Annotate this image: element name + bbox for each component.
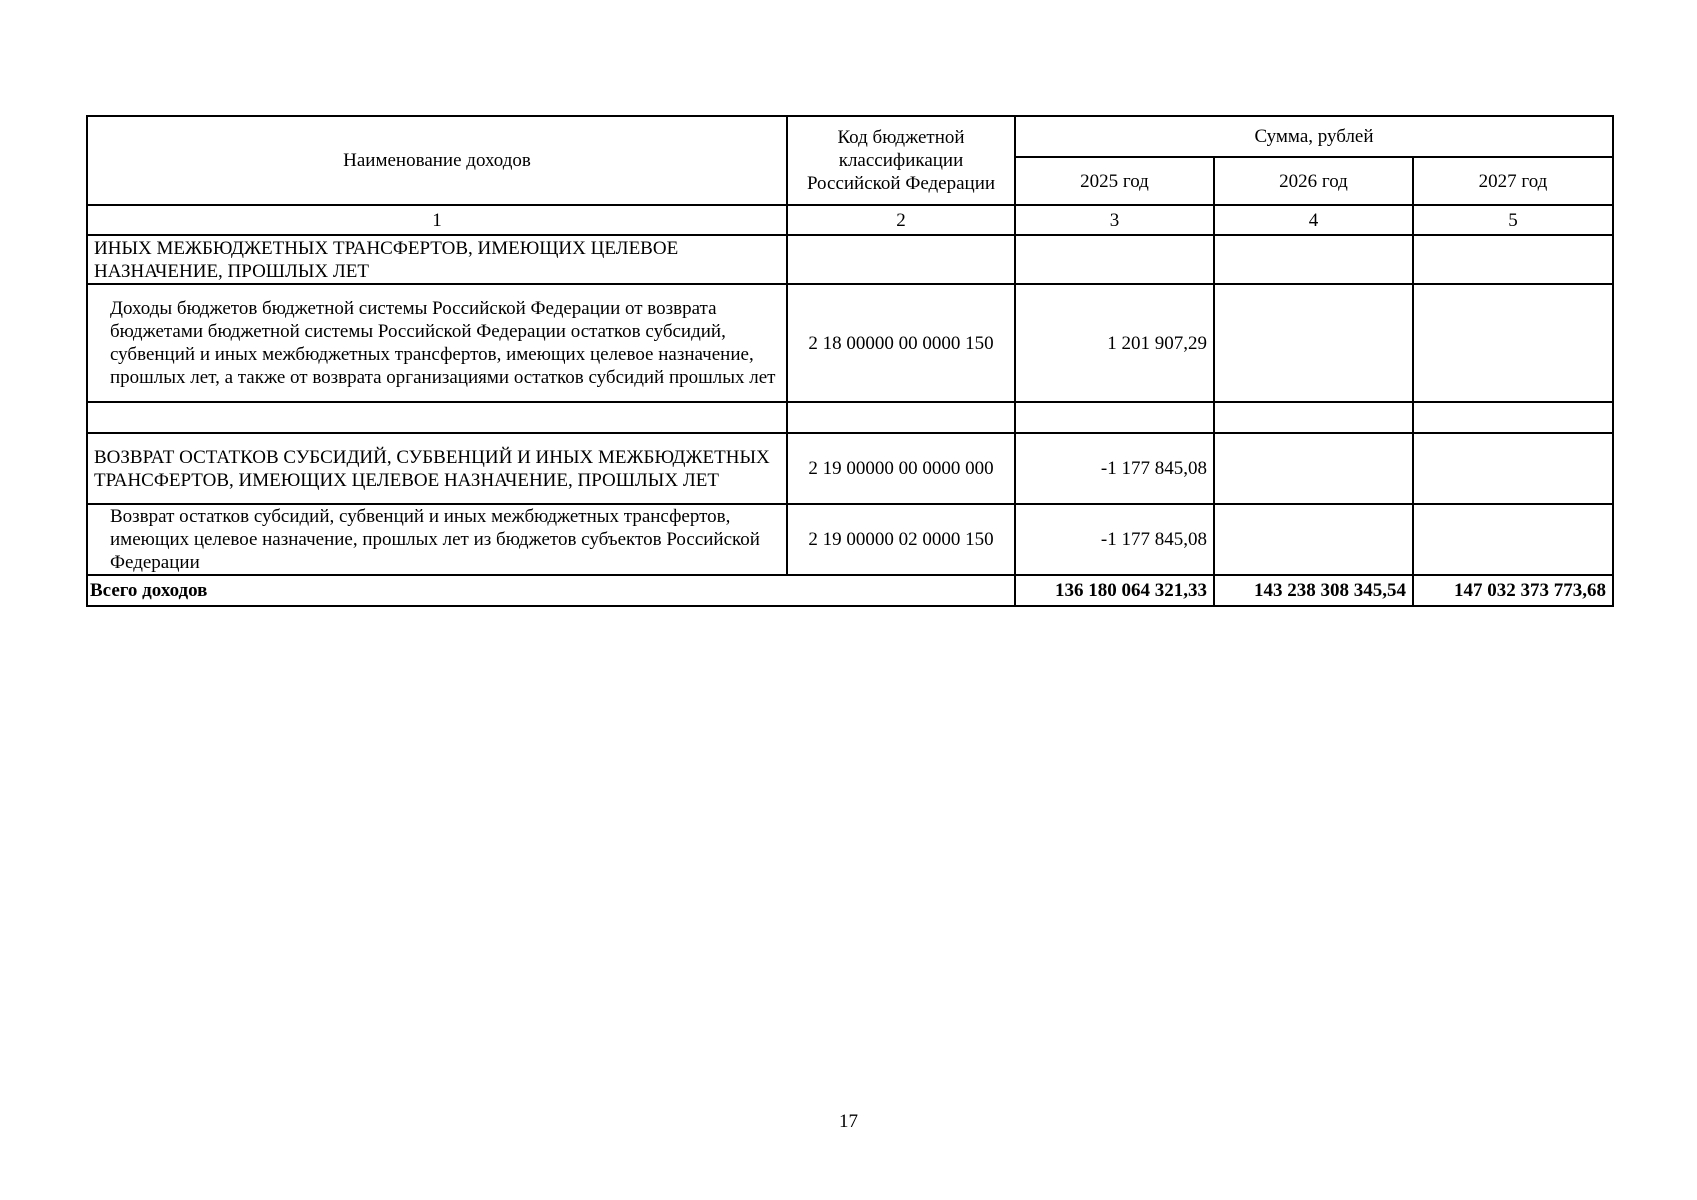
row-code: 2 19 00000 00 0000 000 — [787, 433, 1015, 504]
header-year-2025: 2025 год — [1015, 157, 1214, 205]
table-row — [87, 235, 1613, 284]
row-name: Возврат остатков субсидий, субвенций и иных межбюджетных трансфертов, имеющих целевое назначение, прошлых лет из бюджетов субъектов Российской Федерации — [87, 504, 787, 575]
table-row — [87, 433, 1613, 504]
table-row — [87, 504, 1613, 575]
row-value-2025: -1 177 845,08 — [1015, 433, 1214, 504]
row-code: 2 19 00000 02 0000 150 — [787, 504, 1015, 575]
row-value-2027 — [1413, 235, 1613, 284]
row-name — [87, 402, 787, 433]
total-value-2026: 143 238 308 345,54 — [1214, 575, 1413, 606]
column-number: 5 — [1413, 205, 1613, 235]
row-name: Доходы бюджетов бюджетной системы Российской Федерации от возврата бюджетами бюджетной системы Российской Федерации остатков субсидий, субвенций и иных межбюджетных трансфертов, имеющих целевое назначение, прошлых лет, а также от возврата организациями остатков субсидий прошлых лет — [87, 284, 787, 402]
header-row-1 — [87, 116, 1613, 157]
row-code — [787, 235, 1015, 284]
column-number: 1 — [87, 205, 787, 235]
row-value-2025: 1 201 907,29 — [1015, 284, 1214, 402]
table-row — [87, 284, 1613, 402]
total-label: Всего доходов — [87, 575, 1015, 606]
total-value-2027: 147 032 373 773,68 — [1413, 575, 1613, 606]
row-value-2026 — [1214, 235, 1413, 284]
column-number-row — [87, 205, 1613, 235]
revenue-table — [86, 115, 1614, 607]
row-value-2026 — [1214, 433, 1413, 504]
row-value-2026 — [1214, 504, 1413, 575]
total-row — [87, 575, 1613, 606]
row-code: 2 18 00000 00 0000 150 — [787, 284, 1015, 402]
row-value-2026 — [1214, 402, 1413, 433]
table-row — [87, 402, 1613, 433]
row-value-2027 — [1413, 402, 1613, 433]
row-value-2025 — [1015, 235, 1214, 284]
column-number: 2 — [787, 205, 1015, 235]
row-value-2027 — [1413, 504, 1613, 575]
row-name: ВОЗВРАТ ОСТАТКОВ СУБСИДИЙ, СУБВЕНЦИЙ И ИНЫХ МЕЖБЮДЖЕТНЫХ ТРАНСФЕРТОВ, ИМЕЮЩИХ ЦЕЛЕВОЕ НАЗНАЧЕНИЕ, ПРОШЛЫХ ЛЕТ — [87, 433, 787, 504]
column-number: 4 — [1214, 205, 1413, 235]
row-value-2027 — [1413, 284, 1613, 402]
column-number: 3 — [1015, 205, 1214, 235]
header-name: Наименование доходов — [87, 116, 787, 205]
page-number: 17 — [839, 1111, 858, 1132]
header-sum: Сумма, рублей — [1015, 116, 1613, 157]
header-code: Код бюджетной классификации Российской Федерации — [787, 116, 1015, 205]
row-value-2026 — [1214, 284, 1413, 402]
row-name: ИНЫХ МЕЖБЮДЖЕТНЫХ ТРАНСФЕРТОВ, ИМЕЮЩИХ ЦЕЛЕВОЕ НАЗНАЧЕНИЕ, ПРОШЛЫХ ЛЕТ — [87, 235, 787, 284]
row-value-2027 — [1413, 433, 1613, 504]
row-value-2025 — [1015, 402, 1214, 433]
total-value-2025: 136 180 064 321,33 — [1015, 575, 1214, 606]
header-year-2027: 2027 год — [1413, 157, 1613, 205]
row-code — [787, 402, 1015, 433]
header-year-2026: 2026 год — [1214, 157, 1413, 205]
row-value-2025: -1 177 845,08 — [1015, 504, 1214, 575]
